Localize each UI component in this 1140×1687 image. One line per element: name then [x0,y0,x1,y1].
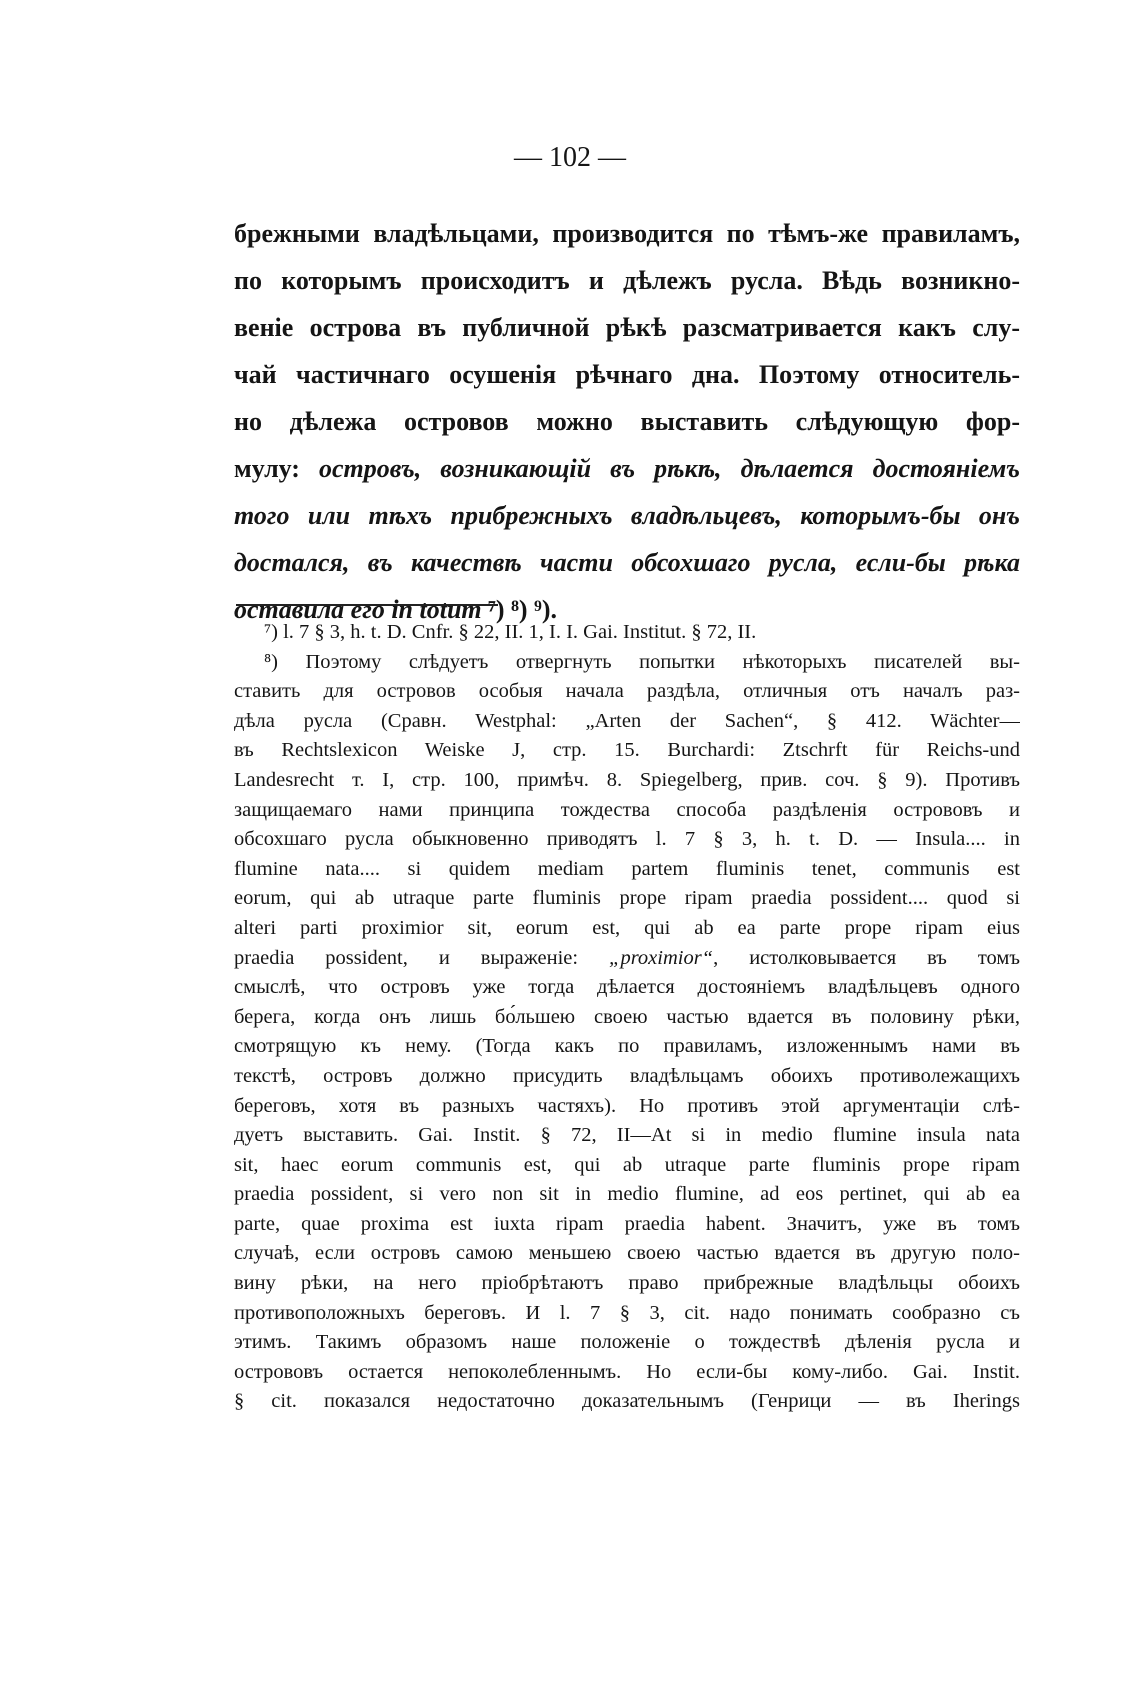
footnote-8-line: въ Rechtslexicon Weiske J, стр. 15. Burchardi: Ztschrft für Reichs-und [234,739,1020,762]
text-segment: praedia possident, и выраженіе: [234,946,579,969]
footnote-8-line: parte, quae proxima est iuxta ripam praedia habent. Значитъ, уже въ томъ [234,1212,1020,1235]
footnote-8-line: смыслѣ, что островъ уже тогда дѣлается достояніемъ владѣльцевъ одного [234,976,1020,999]
text-segment: , истолковывается въ томъ [713,946,1020,969]
footnote-8-line: этимъ. Такимъ образомъ наше положеніе о тождествѣ дѣленія русла и [234,1331,1020,1354]
page-number: — 102 — [514,142,626,173]
footnote-8-line: ⁸) Поэтому слѣдуетъ отвергнуть попытки нѣкоторыхъ писателей вы- [264,650,1020,673]
text-line [234,445,1020,492]
text-line: брежными владѣльцами, производится по тѣмъ-же правиламъ, [234,219,1020,248]
footnote-8-line: eorum, qui ab utraque parte fluminis prope ripam praedia possident.... quod si [234,887,1020,910]
footnote-8-line: обсохшаго русла обыкновенно приводятъ l. 7 § 3, h. t. D. — Insula.... in [234,828,1020,851]
footnote-refs: ⁷) ⁸) ⁹). [488,595,557,624]
footnote-8-line: смотрящую къ нему. (Тогда какъ по правиламъ, изложеннымъ нами въ [234,1035,1020,1058]
text-line [234,539,1020,586]
footnote-8-line: берега, когда онъ лишь бо́льшею своею частью вдается въ половину рѣки, [234,1005,1020,1028]
footnote-8-line: alteri parti proximior sit, eorum est, qui ab ea parte prope ripam eius [234,916,1020,939]
italic-formula: достался, въ качествѣ части обсохшаго русла, если-бы рѣка [234,548,1020,577]
footnote-divider [236,604,498,606]
italic-formula: того или тѣхъ прибрежныхъ владѣльцевъ, которымъ-бы онъ [234,501,1020,530]
footnote-8-line: защищаемаго нами принципа тождества способа раздѣленія острововъ и [234,798,1020,821]
footnote-8-line: случаѣ, если островъ самою меньшею своею частью вдается въ другую поло- [234,1242,1020,1265]
footnote-8-line: береговъ, хотя въ разныхъ частяхъ). Но противъ этой аргументаціи слѣ- [234,1094,1020,1117]
footnote-8-line: противоположныхъ береговъ. И l. 7 § 3, cit. надо понимать сообразно съ [234,1301,1020,1324]
footnote-8-line: sit, haec eorum communis est, qui ab utraque parte fluminis prope ripam [234,1153,1020,1176]
footnote-8-line: praedia possident, si vero non sit in medio flumine, ad eos pertinet, qui ab ea [234,1183,1020,1206]
footnote-8-line: острововъ остается непоколебленнымъ. Но если-бы кому-либо. Gai. Instit. [234,1360,1020,1383]
footnote-8-line: вину рѣки, на него пріобрѣтаютъ право прибрежные владѣльцы обоихъ [234,1272,1020,1295]
footnote-8-line [234,944,1020,974]
text-line: по которымъ происходитъ и дѣлежъ русла. Вѣдь возникно- [234,266,1020,295]
footnote-7: ⁷) l. 7 § 3, h. t. D. Cnfr. § 22, II. 1, I. I. Gai. Institut. § 72, II. [264,621,757,643]
text-segment: мулу: [234,454,300,483]
footnote-8-line: дуетъ выставить. Gai. Instit. § 72, II—At si in medio flumine insula nata [234,1124,1020,1147]
italic-formula: островъ, возникающій въ рѣкѣ, дѣлается достояніемъ [319,454,1020,483]
main-paragraph [234,210,1020,633]
footnotes [234,618,1020,1417]
text-line: чай частичнаго осушенія рѣчнаго дна. Поэтому относитель- [234,360,1020,389]
footnote-8-line: текстѣ, островъ должно присудить владѣльцамъ обоихъ противолежащихъ [234,1064,1020,1087]
text-line [234,492,1020,539]
text-line: но дѣлежа островов можно выставить слѣдующую фор- [234,407,1020,436]
italic-term: „proximior“ [609,946,714,969]
footnote-8-line: flumine nata.... si quidem mediam partem fluminis tenet, communis est [234,857,1020,880]
text-line: веніе острова въ публичной рѣкѣ разсматривается какъ слу- [234,313,1020,342]
footnote-8-line: § cit. показался недостаточно доказательнымъ (Генрици — въ Iherings [234,1390,1020,1413]
italic-formula: оставила его in totum [234,595,482,624]
footnote-8-line: ставить для островов особыя начала раздѣла, отличныя отъ началъ раз- [234,680,1020,703]
footnote-8-line: дѣла русла (Сравн. Westphal: „Arten der Sachen“, § 412. Wächter— [234,709,1020,732]
footnote-8-line: Landesrecht т. I, стр. 100, примѣч. 8. Spiegelberg, прив. соч. § 9). Противъ [234,768,1020,791]
